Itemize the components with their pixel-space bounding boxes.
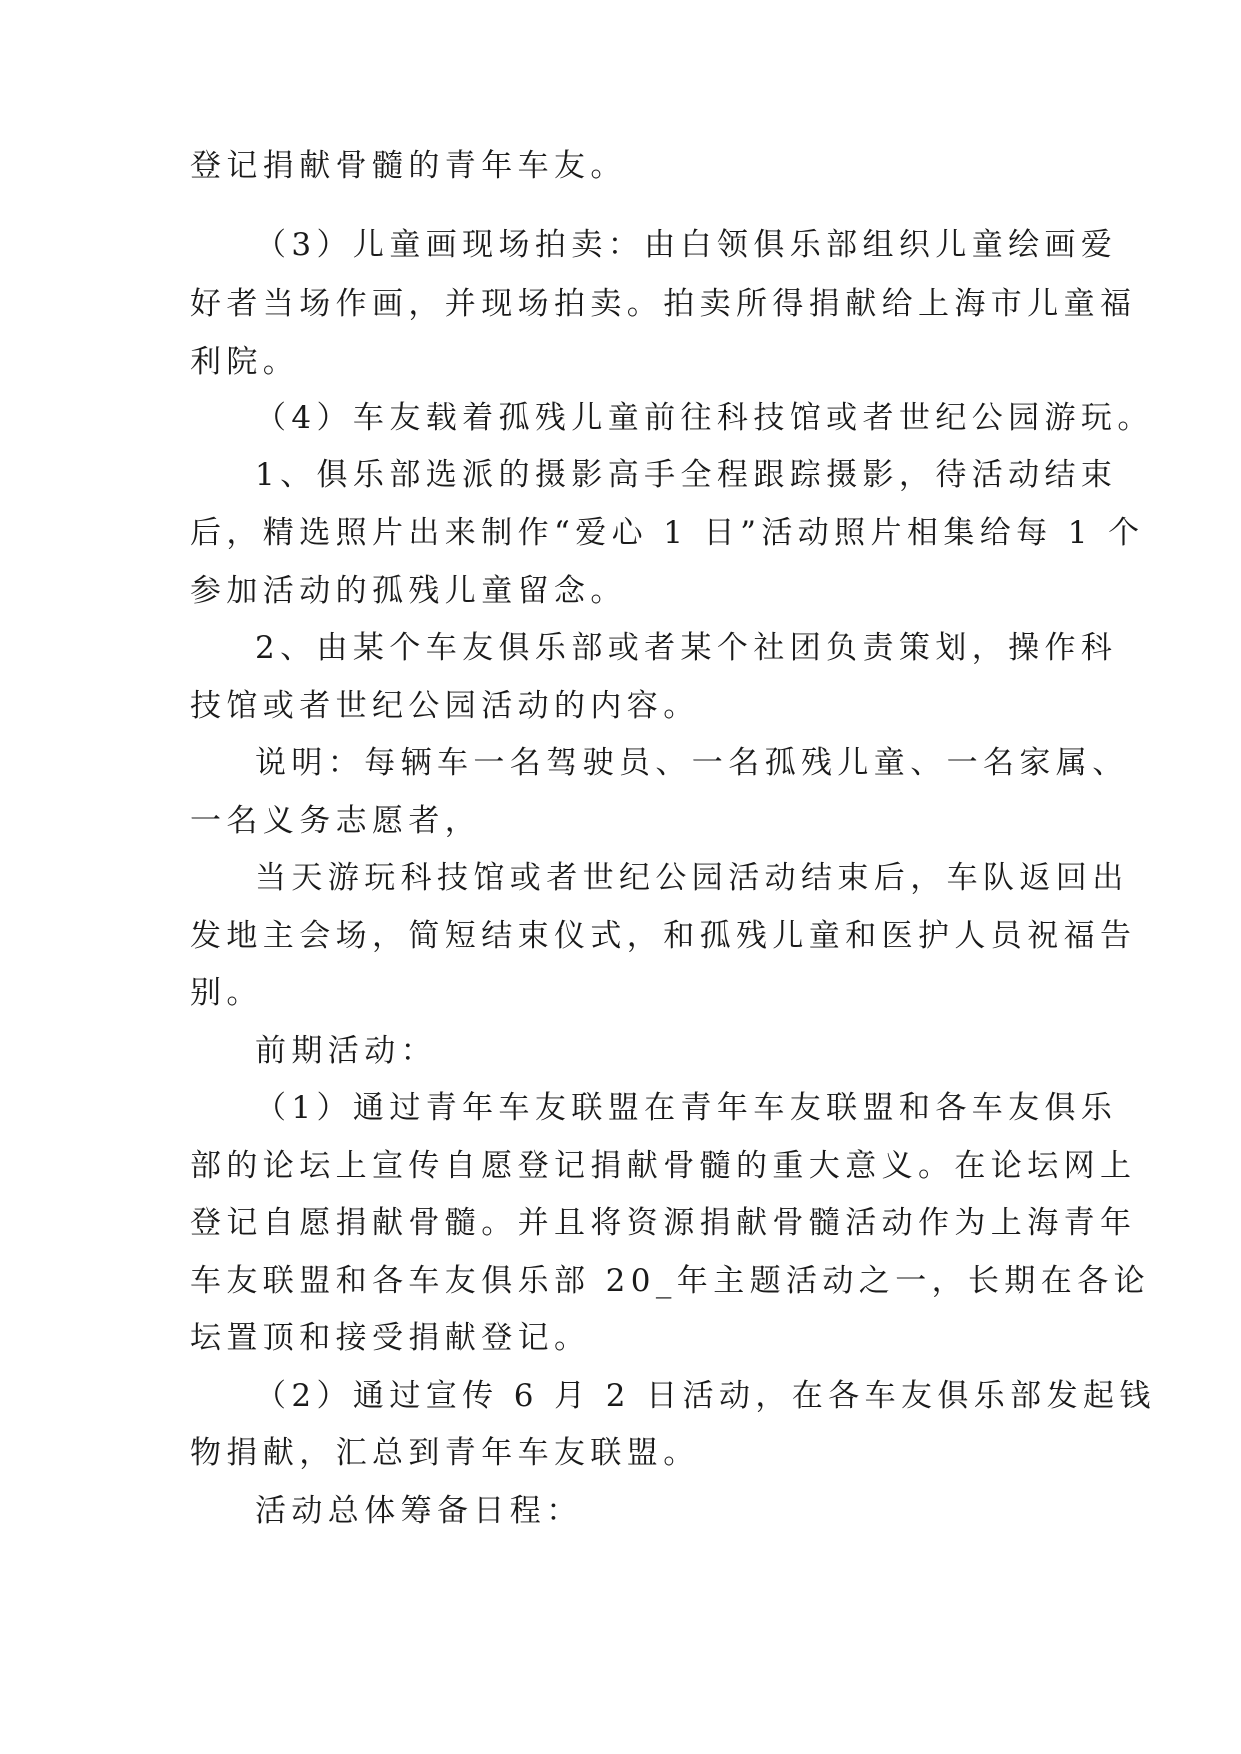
text-line: （2）通过宣传 6 月 2 日活动，在各车友俱乐部发起钱 xyxy=(255,1378,1156,1414)
text-line: 一名义务志愿者， xyxy=(190,803,482,839)
text-line: 车友联盟和各车友俱乐部 20_年主题活动之一，长期在各论 xyxy=(190,1263,1150,1299)
text-line: 登记自愿捐献骨髓。并且将资源捐献骨髓活动作为上海青年 xyxy=(190,1205,1137,1241)
text-line: 活动总体筹备日程： xyxy=(255,1493,583,1529)
text-line: 发地主会场，简短结束仪式，和孤残儿童和医护人员祝福告 xyxy=(190,918,1137,954)
text-line: 当天游玩科技馆或者世纪公园活动结束后，车队返回出 xyxy=(255,860,1129,896)
text-line: 登记捐献骨髓的青年车友。 xyxy=(190,148,627,184)
text-line: 说明：每辆车一名驾驶员、一名孤残儿童、一名家属、 xyxy=(255,745,1129,781)
text-line: 2、由某个车友俱乐部或者某个社团负责策划，操作科 xyxy=(255,630,1118,666)
text-line: 后，精选照片出来制作“爱心 1 日”活动照片相集给每 1 个 xyxy=(190,515,1145,551)
text-line: （1）通过青年车友联盟在青年车友联盟和各车友俱乐 xyxy=(255,1090,1118,1126)
text-line: 物捐献，汇总到青年车友联盟。 xyxy=(190,1435,700,1471)
text-line: 参加活动的孤残儿童留念。 xyxy=(190,573,627,609)
text-line: 前期活动： xyxy=(255,1033,437,1069)
text-line: （4）车友载着孤残儿童前往科技馆或者世纪公园游玩。 xyxy=(255,400,1154,436)
text-line: 部的论坛上宣传自愿登记捐献骨髓的重大意义。在论坛网上 xyxy=(190,1148,1137,1184)
text-line: 技馆或者世纪公园活动的内容。 xyxy=(190,688,700,724)
text-line: 坛置顶和接受捐献登记。 xyxy=(190,1320,591,1356)
text-line: 好者当场作画，并现场拍卖。拍卖所得捐献给上海市儿童福 xyxy=(190,286,1137,322)
text-line: （3）儿童画现场拍卖：由白领俱乐部组织儿童绘画爱 xyxy=(255,227,1118,263)
text-line: 1、俱乐部选派的摄影高手全程跟踪摄影，待活动结束 xyxy=(255,457,1118,493)
text-line: 利院。 xyxy=(190,344,300,380)
text-line: 别。 xyxy=(190,975,263,1011)
